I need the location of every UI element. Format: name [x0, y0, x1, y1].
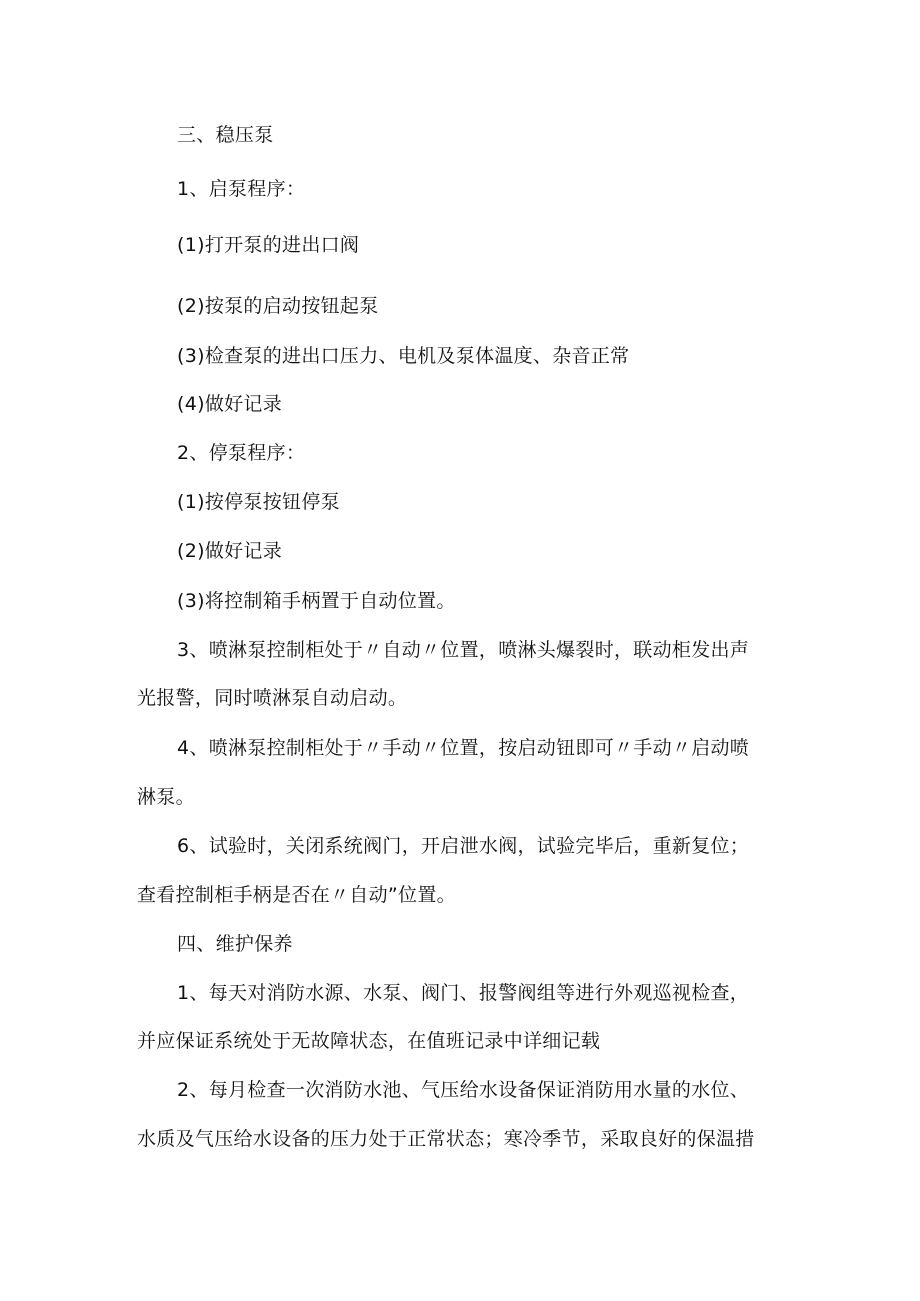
step-check-pressure: (3)检查泵的进出口压力、电机及泵体温度、杂音正常	[177, 345, 630, 367]
step-record-2: (2)做好记录	[177, 540, 283, 562]
step-record: (4)做好记录	[177, 393, 283, 415]
subheading-start-procedure: 1、启泵程序：	[177, 178, 306, 200]
step-open-valves: (1)打开泵的进出口阀	[177, 234, 360, 256]
paragraph-4-line-1: 4、喷淋泵控制柜处于〃手动〃位置，按启动钮即可〃手动〃启动喷	[177, 737, 750, 759]
step-set-auto: (3)将控制箱手柄置于自动位置。	[177, 590, 456, 612]
paragraph-3-line-1: 3、喷淋泵控制柜处于〃自动〃位置，喷淋头爆裂时，联动柜发出声	[177, 639, 750, 661]
maintenance-2-line-1: 2、每月检查一次消防水池、气压给水设备保证消防用水量的水位、	[177, 1079, 750, 1101]
paragraph-4-line-2: 淋泵。	[137, 786, 195, 808]
paragraph-6-line-1: 6、试验时，关闭系统阀门，开启泄水阀，试验完毕后，重新复位；	[177, 835, 750, 857]
section-heading-pressure-pump: 三、稳压泵	[177, 124, 274, 146]
paragraph-6-line-2: 查看控制柜手柄是否在〃自动”位置。	[137, 884, 456, 906]
maintenance-1-line-1: 1、每天对消防水源、水泵、阀门、报警阀组等进行外观巡视检查，	[177, 982, 750, 1004]
step-press-start: (2)按泵的启动按钮起泵	[177, 295, 379, 317]
section-heading-maintenance: 四、维护保养	[177, 933, 293, 955]
maintenance-2-line-2: 水质及气压给水设备的压力处于正常状态；寒冷季节，采取良好的保温措	[137, 1128, 755, 1150]
step-press-stop: (1)按停泵按钮停泵	[177, 491, 340, 513]
maintenance-1-line-2: 并应保证系统处于无故障状态，在值班记录中详细记载	[137, 1030, 601, 1052]
paragraph-3-line-2: 光报警，同时喷淋泵自动启动。	[137, 687, 408, 709]
subheading-stop-procedure: 2、停泵程序：	[177, 442, 306, 464]
